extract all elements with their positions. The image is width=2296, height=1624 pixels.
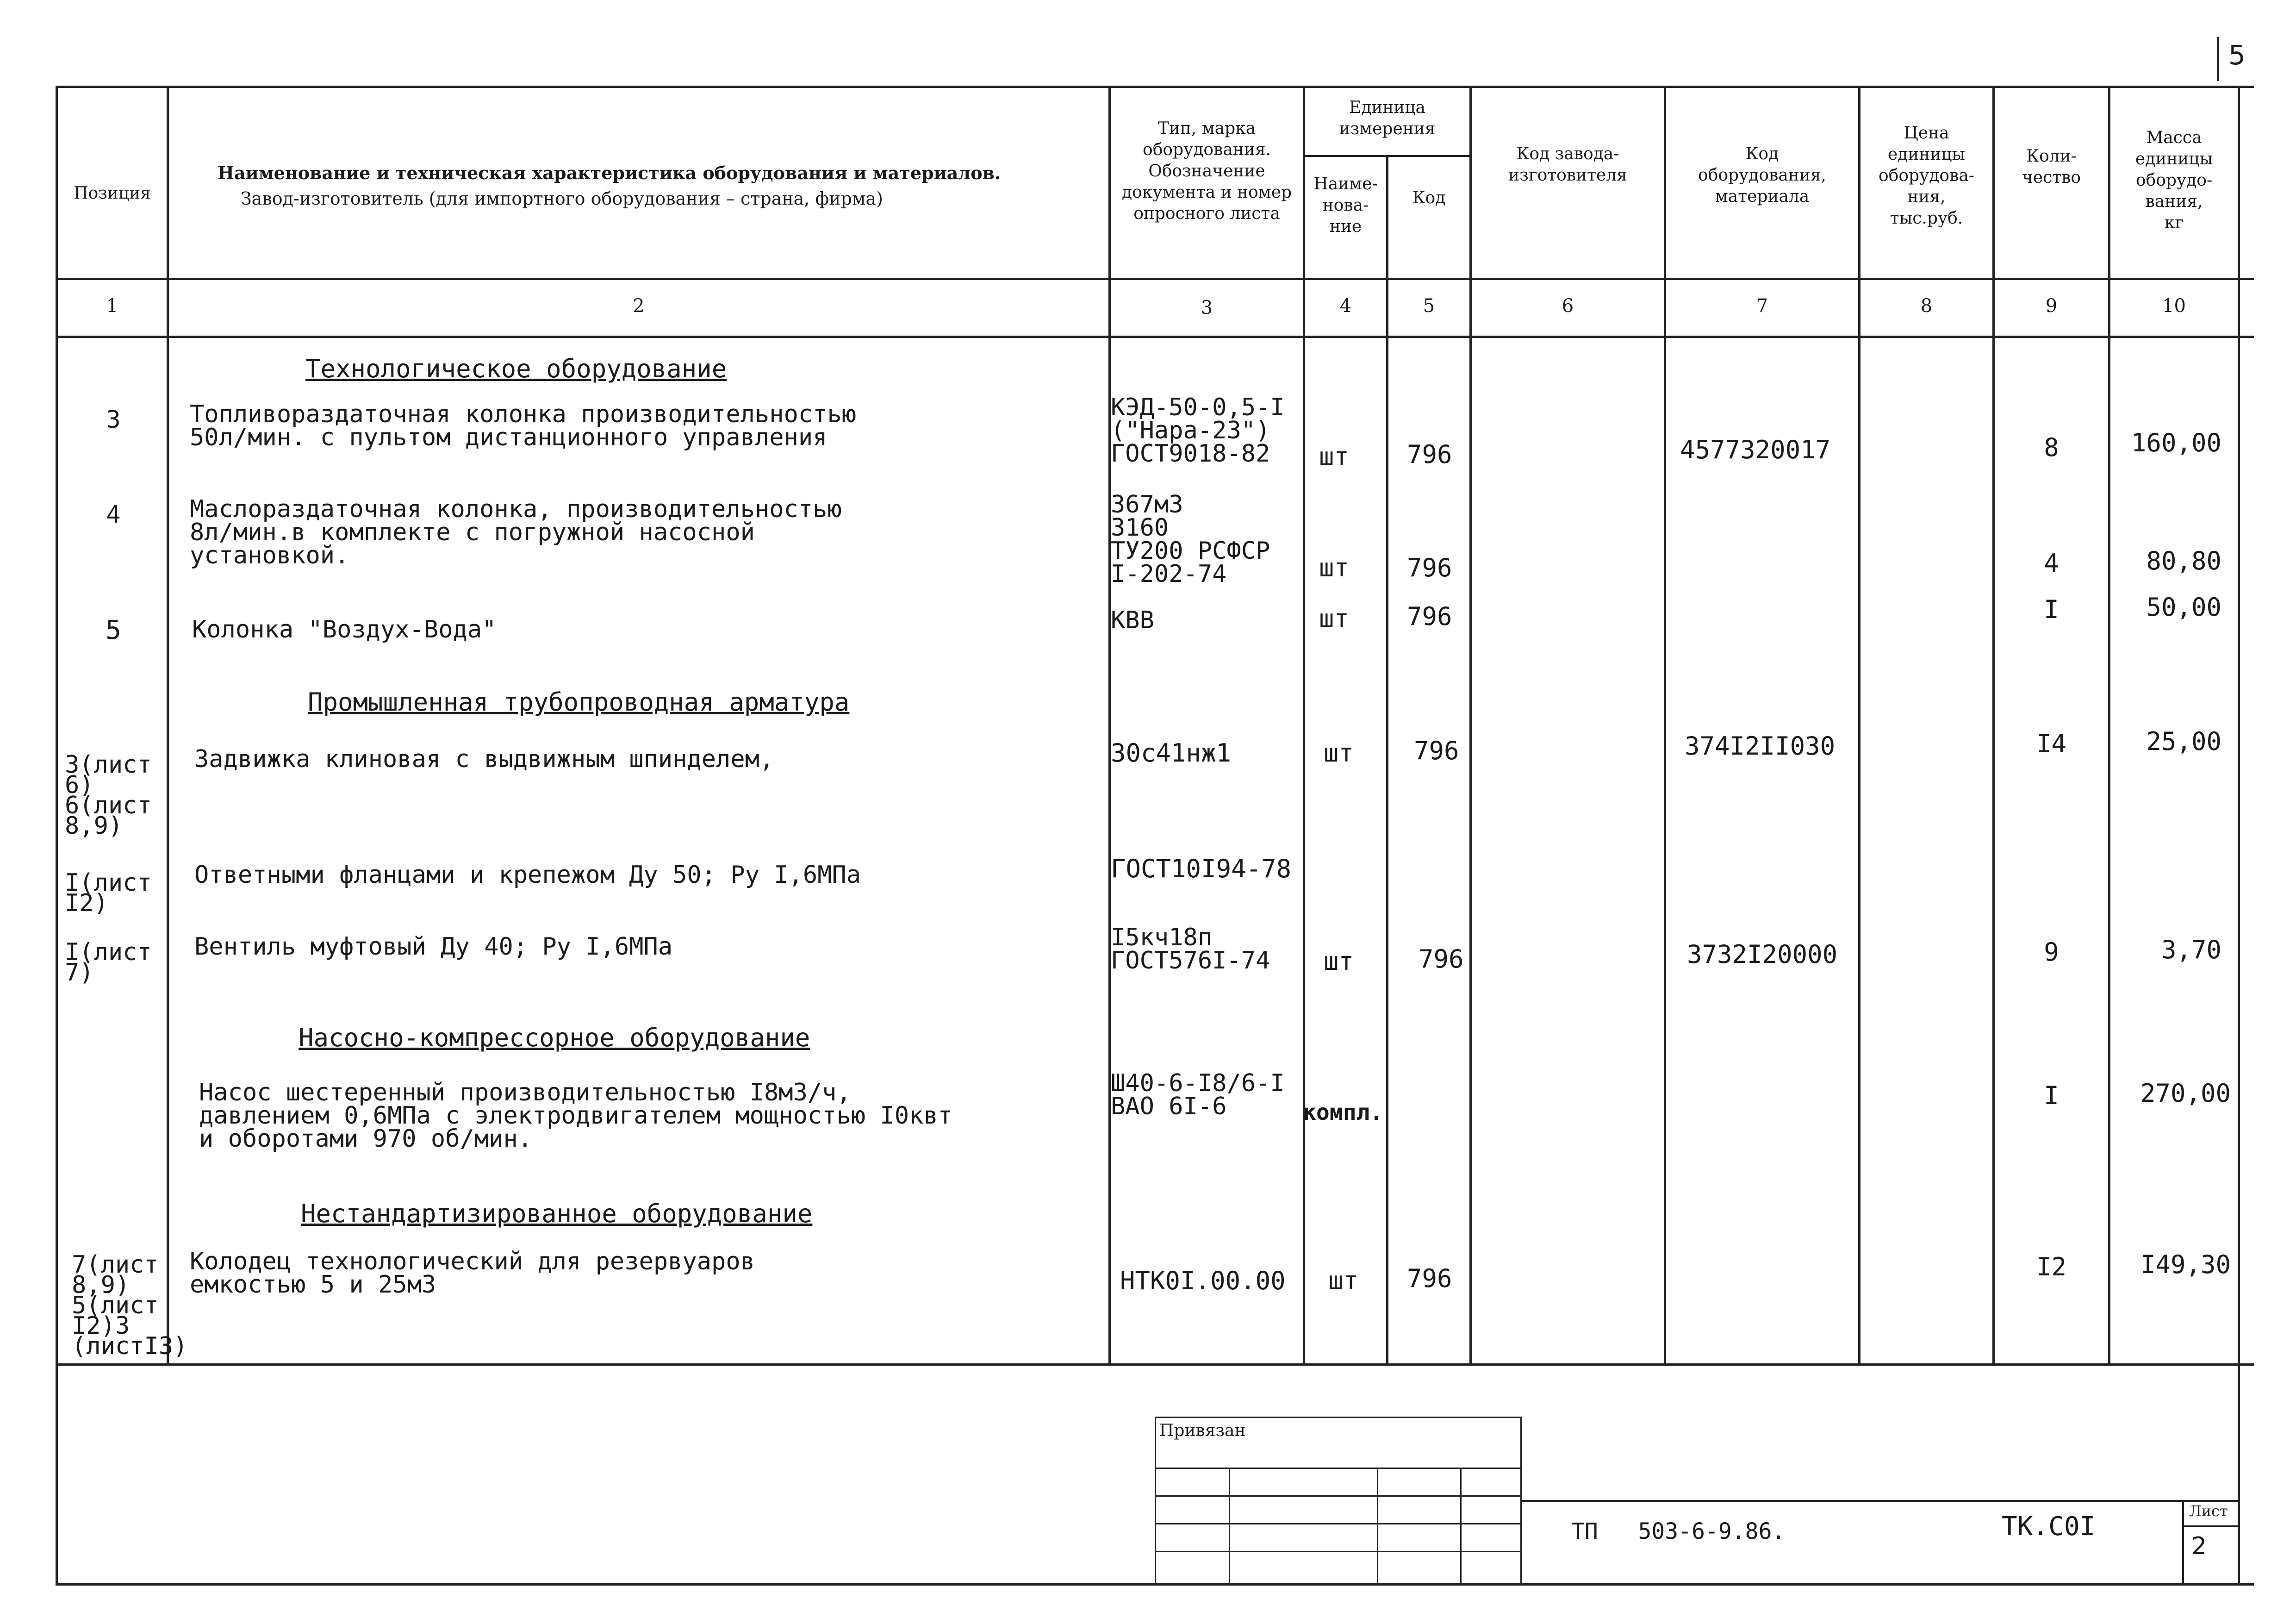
table-row-name: Ответными фланцами и крепежом Ду 50; Ру I,6МПа	[194, 861, 861, 889]
table-row-mass: 270,00	[2140, 1079, 2231, 1108]
table-row-type: 30с41нж1	[1111, 738, 1232, 768]
header-unit-code: Код	[1412, 188, 1446, 207]
header-material-code: Код оборудования, материала	[1698, 144, 1826, 206]
table-row-unit-code: 796	[1407, 440, 1452, 469]
table-row-unit: шт	[1324, 947, 1354, 976]
table-row-type: КВВ	[1111, 606, 1154, 634]
table-row-unit-code: 796	[1407, 602, 1452, 631]
section-title-technological: Технологическое оборудование	[305, 354, 727, 383]
table-row-quantity: I4	[2036, 729, 2067, 758]
header-quantity: Коли- чество	[2022, 147, 2081, 187]
table-row-unit: шт	[1319, 442, 1350, 471]
table-row-name: Топливораздаточная колонка производительностью 50л/мин. с пультом дистанционного управления	[190, 400, 857, 451]
column-number-2: 2	[633, 295, 645, 317]
table-row-quantity: 9	[2044, 937, 2059, 967]
column-number-3: 3	[1201, 297, 1213, 319]
table-row-mass: 50,00	[2146, 593, 2221, 622]
table-row-unit-code: 796	[1419, 944, 1464, 974]
header-name-line2: Завод-изготовитель (для импортного оборудования – страна, фирма)	[241, 188, 883, 209]
table-row-material-code: 4577320017	[1680, 435, 1831, 464]
table-row-type: 367м3 3160 ТУ200 РСФСР I-202-74	[1111, 491, 1270, 588]
table-row-material-code: 3732I20000	[1687, 940, 1838, 969]
header-position: Позиция	[74, 184, 151, 203]
column-number-5: 5	[1423, 295, 1435, 317]
table-row-quantity: I2	[2036, 1252, 2067, 1281]
table-row-position: 3(лист 6) 6(лист 8,9)	[65, 751, 152, 840]
stamp-sheet-number: 2	[2191, 1532, 2207, 1560]
table-row-mass: 160,00	[2131, 428, 2221, 457]
section-title-nonstandard: Нестандартизированное оборудование	[301, 1199, 813, 1228]
table-row-material-code: 374I2II030	[1685, 731, 1836, 761]
table-row-mass: 3,70	[2161, 935, 2221, 964]
table-row-type: ГОСТ10I94-78	[1111, 854, 1292, 883]
table-row-mass: I49,30	[2140, 1250, 2231, 1279]
table-row-name: Колонка "Воздух-Вода"	[192, 616, 497, 643]
table-row-position: I(лист 7)	[65, 938, 152, 987]
section-title-pipeline-fittings: Промышленная трубопроводная арматура	[308, 687, 850, 717]
column-number-7: 7	[1756, 295, 1768, 317]
page-number: 5	[2228, 39, 2246, 71]
header-unit-name: Наиме- нова- ние	[1313, 175, 1378, 236]
header-mass: Масса единицы оборудо- вания, кг	[2135, 128, 2213, 232]
table-row-quantity: 8	[2044, 433, 2059, 462]
table-row-name: Насос шестеренный производительностью I8м3/ч, давлением 0,6МПа с электродвигателем мощностью I0квт и оборотами 970 об/мин.	[199, 1079, 952, 1153]
table-row-unit-code: 796	[1407, 1264, 1452, 1293]
table-top-border	[56, 86, 2254, 88]
stamp-label: Привязан	[1159, 1421, 1246, 1440]
header-type: Тип, марка оборудования. Обозначение документа и номер опросного листа	[1121, 119, 1292, 223]
column-number-9: 9	[2045, 295, 2058, 317]
table-row-unit: шт	[1324, 738, 1354, 768]
table-row-type: КЭД-50-0,5-I ("Нара-23") ГОСТ9018-82	[1111, 394, 1285, 468]
table-row-name: Задвижка клиновая с выдвижным шпинделем,	[194, 745, 774, 773]
table-row-position: 7(лист 8,9) 5(лист I2)3 (листI3)	[72, 1251, 188, 1360]
header-name-line1: Наименование и техническая характеристика оборудования и материалов.	[218, 162, 1001, 183]
header-price: Цена единицы оборудова- ния, тыс.руб.	[1879, 124, 1974, 228]
table-row-quantity: I	[2044, 595, 2059, 624]
table-row-position: 4	[106, 501, 121, 529]
table-row-position: I(лист I2)	[65, 869, 152, 917]
table-row-type: I5кч18п ГОСТ576I-74	[1111, 924, 1270, 974]
table-row-mass: 80,80	[2146, 546, 2221, 575]
column-number-6: 6	[1562, 295, 1574, 317]
header-unit-group: Единица измерения	[1339, 98, 1436, 138]
column-number-10: 10	[2162, 295, 2186, 317]
stamp-document-number: ТП 503-6-9.86.	[1571, 1518, 1786, 1544]
stamp-code: ТК.С0I	[2002, 1512, 2096, 1542]
table-row-unit: шт	[1319, 604, 1350, 633]
column-number-4: 4	[1339, 295, 1352, 317]
stamp-sheet-label: Лист	[2189, 1502, 2228, 1520]
table-row-unit-code: 796	[1407, 553, 1452, 582]
table-row-name: Вентиль муфтовый Ду 40; Ру I,6МПа	[194, 933, 673, 961]
table-row-name: Маслораздаточная колонка, производительностью 8л/мин.в комплекте с погружной насосной установкой.	[190, 495, 842, 569]
table-row-quantity: I	[2044, 1081, 2059, 1110]
table-bottom-border	[56, 1583, 2254, 1586]
table-row-unit: компл.	[1303, 1099, 1383, 1125]
table-row-mass: 25,00	[2146, 727, 2221, 756]
table-row-unit: шт	[1319, 553, 1350, 582]
table-row-type: НТК0I.00.00	[1120, 1266, 1286, 1295]
header-factory-code: Код завода- изготовителя	[1508, 144, 1627, 185]
table-row-position: 3	[106, 406, 121, 434]
column-number-8: 8	[1920, 295, 1933, 317]
table-row-unit: шт	[1328, 1266, 1359, 1295]
section-title-pump-compressor: Насосно-компрессорное оборудование	[299, 1023, 810, 1052]
table-row-name: Колодец технологический для резервуаров емкостью 5 и 25м3	[190, 1248, 755, 1299]
table-row-unit-code: 796	[1414, 736, 1459, 765]
table-row-quantity: 4	[2044, 549, 2059, 578]
table-row-type: Ш40-6-I8/6-I ВАО 6I-6	[1111, 1069, 1285, 1120]
column-number-1: 1	[106, 295, 118, 317]
table-row-position: 5	[106, 615, 121, 645]
